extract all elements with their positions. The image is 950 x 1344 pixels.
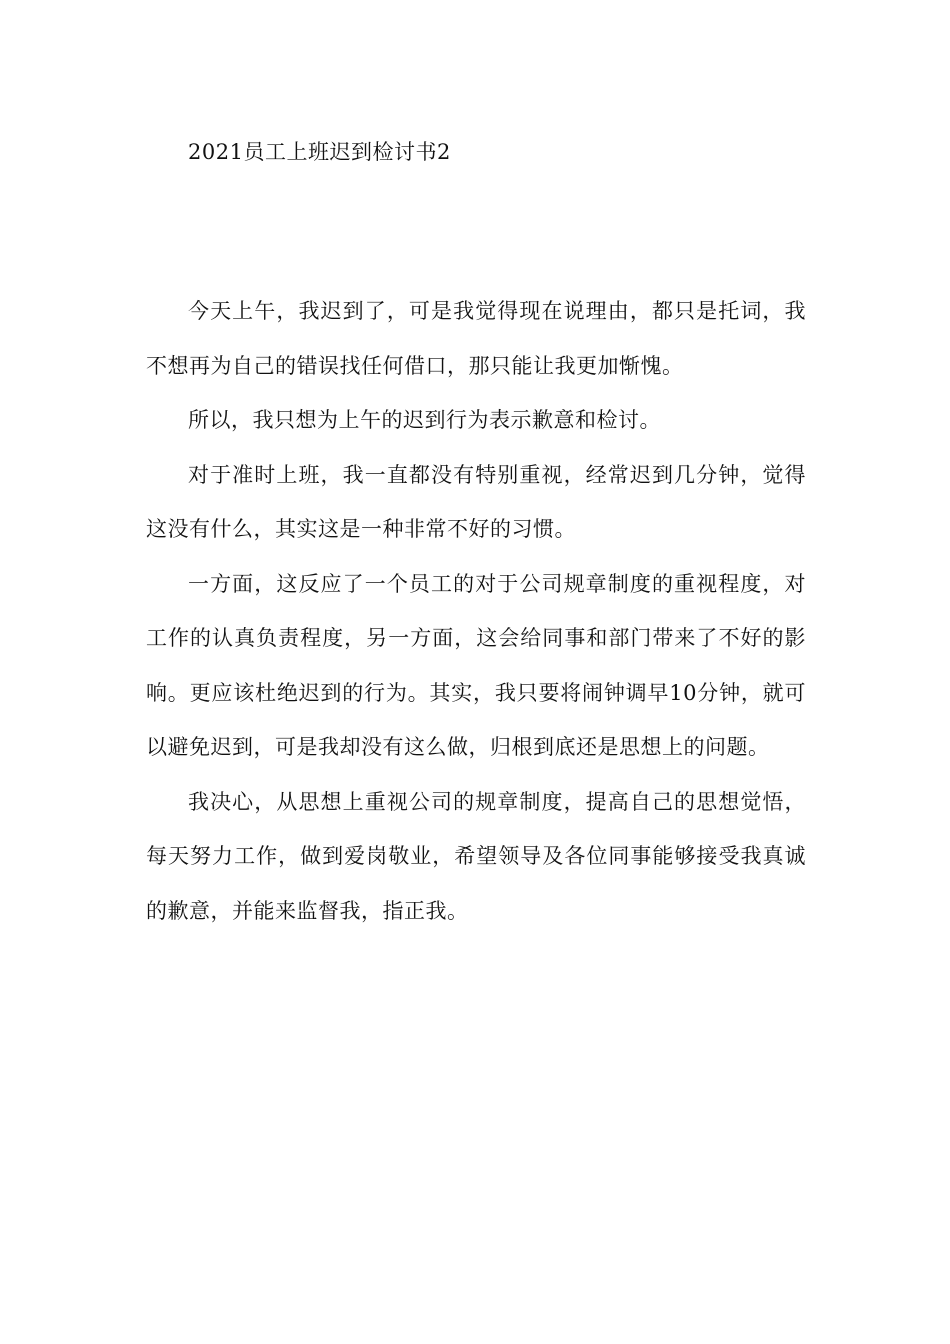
paragraph-1: 今天上午，我迟到了，可是我觉得现在说理由，都只是托词，我不想再为自己的错误找任何借口，那只能让我更加惭愧。 [146,299,806,378]
paragraph-4: 一方面，这反应了一个员工的对于公司规章制度的重视程度，对工作的认真负责程度，另一方面，这会给同事和部门带来了不好的影响。更应该杜绝迟到的行为。其实，我只要将闹钟调早10分钟，就可以避免迟到，可是我却没有这么做，归根到底还是思想上的问题。 [146,571,806,759]
paragraph-5: 我决心，从思想上重视公司的规章制度，提高自己的思想觉悟，每天努力工作，做到爱岗敬业，希望领导及各位同事能够接受我真诚的歉意，并能来监督我，指正我。 [146,789,806,923]
paragraph-3: 对于准时上班，我一直都没有特别重视，经常迟到几分钟，觉得这没有什么，其实这是一种非常不好的习惯。 [146,462,806,541]
document-body [146,284,806,938]
paragraph-2: 所以，我只想为上午的迟到行为表示歉意和检讨。 [188,408,661,432]
document-title: 2021员工上班迟到检讨书2 [188,140,451,164]
